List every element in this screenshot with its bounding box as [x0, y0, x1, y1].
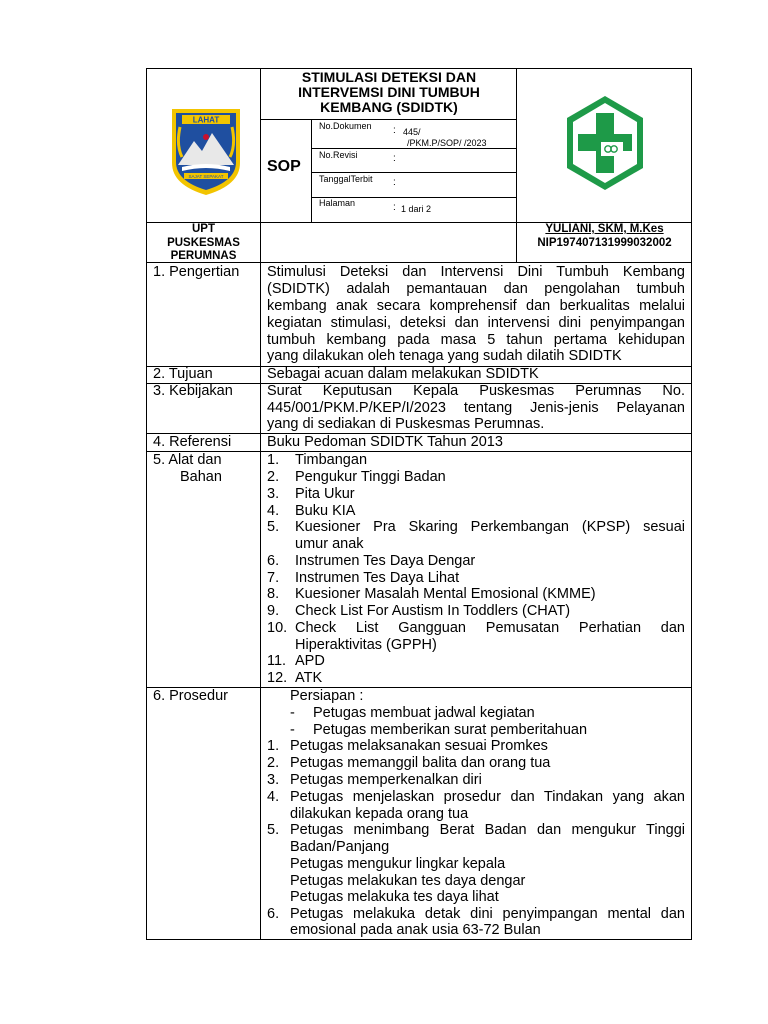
prep-item-2: Petugas memberikan surat pemberitahuan [313, 722, 588, 738]
step-text: Petugas menimbang Berat Badan dan mengukur Tinggi [290, 822, 685, 838]
pengertian-line-5: tumbuh kembang pada masa 5 tahun pertama kehidupan [267, 332, 685, 348]
puskesmas-cross-icon [563, 94, 647, 192]
step-num: 4. [267, 789, 280, 805]
unit-line-1: UPT [192, 223, 215, 235]
alat-item-text-cont: umur anak [295, 536, 364, 552]
alat-item-text: Instrumen Tes Daya Dengar [295, 553, 476, 569]
alat-item-text: Pita Ukur [295, 486, 355, 502]
alat-label-line-2: Bahan [180, 469, 222, 485]
step-num: 5. [267, 822, 280, 838]
step-text: Petugas melakuka detak dini penyimpangan mental dan [290, 906, 685, 922]
step-text-cont: Petugas melakukan tes daya dengar [290, 873, 526, 889]
lahat-emblem-icon [168, 105, 244, 197]
alat-item-text: Buku KIA [295, 503, 356, 519]
prosedur-label: 6. Prosedur [153, 688, 228, 704]
alat-item-num: 2. [267, 469, 280, 485]
field-label-tanggal-terbit: TanggalTerbit [319, 174, 373, 184]
field-label-no-dokumen: No.Dokumen [319, 121, 372, 131]
svg-text:LAHAT: LAHAT [192, 115, 220, 125]
alat-item-text: Check List For Austism In Toddlers (CHAT) [295, 603, 571, 619]
kebijakan-label: 3. Kebijakan [153, 383, 233, 399]
pengertian-line-4: kegiatan stimulasi, deteksi dan intervensi dini penyimpangan [267, 315, 685, 331]
step-num: 3. [267, 772, 280, 788]
signer-name: YULIANI, SKM, M.Kes [545, 223, 664, 235]
title-bottom-line [260, 119, 517, 120]
alat-item-num: 3. [267, 486, 280, 502]
field-line-1 [311, 148, 517, 149]
alat-item-num: 1. [267, 452, 280, 468]
prep-dash-1: - [290, 705, 295, 721]
field-value-no-dokumen-2: /PKM.P/SOP/ /2023 [407, 138, 487, 148]
unit-line-3: PERUMNAS [170, 250, 237, 262]
step-text-cont: dilakukan kepada orang tua [290, 806, 469, 822]
prosedur-prep-title: Persiapan : [290, 688, 364, 704]
step-text: Petugas menjelaskan prosedur dan Tindakan yang akan [290, 789, 685, 805]
lahat-emblem [168, 105, 244, 197]
alat-item-text: ATK [295, 670, 323, 686]
field-colon-no-revisi: : [393, 153, 396, 164]
field-colon-tanggal-terbit: : [393, 177, 396, 188]
pengertian-line-3: kembang anak secara komprehensif dan berkualitas melalui [267, 298, 685, 314]
pengertian-line-6: yang dilakukan oleh tenaga yang sudah dilatih SDIDTK [267, 348, 622, 364]
alat-item-num: 12. [267, 670, 288, 686]
tujuan-label: 2. Tujuan [153, 366, 213, 382]
field-label-no-revisi: No.Revisi [319, 150, 358, 160]
kebijakan-line-1: Surat Keputusan Kepala Puskesmas Perumnas No. [267, 383, 685, 399]
title-line-2: INTERVEMSI DINI TUMBUH [298, 84, 480, 100]
alat-item-text: Check List Gangguan Pemusatan Perhatian dan [295, 620, 685, 636]
alat-item-text: Kuesioner Pra Skaring Perkembangan (KPSP) sesuai [295, 519, 685, 535]
referensi-text: Buku Pedoman SDIDTK Tahun 2013 [267, 434, 503, 450]
alat-item-num: 8. [267, 586, 280, 602]
document-title [262, 70, 516, 115]
step-text: Petugas melaksanakan sesuai Promkes [290, 738, 548, 754]
svg-text:SAJAT SEPAKAT: SAJAT SEPAKAT [188, 174, 224, 179]
header-divider-left [260, 68, 261, 940]
alat-item-text: Pengukur Tinggi Badan [295, 469, 446, 485]
step-num: 2. [267, 755, 280, 771]
prep-dash-2: - [290, 722, 295, 738]
field-colon-no-dokumen: : [393, 125, 396, 136]
alat-item-text: APD [295, 653, 325, 669]
referensi-label: 4. Referensi [153, 434, 232, 450]
title-line-3: KEMBANG (SDIDTK) [320, 99, 458, 115]
puskesmas-logo [563, 94, 647, 192]
step-text: Petugas memanggil balita dan orang tua [290, 755, 551, 771]
kebijakan-line-2: 445/001/PKM.P/KEP/I/2023 tentang Jenis-jenis Pelayanan [267, 400, 685, 416]
alat-label-line-1: 5. Alat dan [153, 452, 222, 468]
table-border-left [146, 68, 147, 940]
table-border-bottom [146, 939, 692, 940]
alat-item-num: 7. [267, 570, 280, 586]
alat-item-text: Instrumen Tes Daya Lihat [295, 570, 460, 586]
header-divider-right [516, 68, 517, 262]
step-num: 6. [267, 906, 280, 922]
field-colon-halaman: : [393, 202, 396, 213]
pengertian-line-1: Stimulusi Deteksi dan Intervensi Dini Tumbuh Kembang [267, 264, 685, 280]
signer-nip: NIP197407131999032002 [537, 236, 672, 249]
prep-item-1: Petugas membuat jadwal kegiatan [313, 705, 535, 721]
alat-item-text: Timbangan [295, 452, 368, 468]
alat-item-num: 11. [267, 653, 287, 669]
unit-line-2: PUSKESMAS [167, 236, 240, 249]
field-value-halaman: 1 dari 2 [401, 204, 432, 214]
unit-name [148, 223, 259, 264]
signer-block [518, 223, 691, 250]
step-text-cont: Petugas melakuka tes daya lihat [290, 889, 499, 905]
step-num: 1. [267, 738, 280, 754]
step-text: Petugas memperkenalkan diri [290, 772, 482, 788]
alat-item-text: Kuesioner Masalah Mental Emosional (KMME) [295, 586, 596, 602]
step-text-cont: emosional pada anak usia 63-72 Bulan [290, 922, 541, 938]
alat-item-num: 5. [267, 519, 280, 535]
alat-item-num: 4. [267, 503, 280, 519]
alat-item-num: 10. [267, 620, 288, 636]
kebijakan-line-3: yang di sediakan di Puskesmas Perumnas. [267, 416, 545, 432]
alat-item-num: 9. [267, 603, 280, 619]
alat-item-num: 6. [267, 553, 280, 569]
step-text-cont: Petugas mengukur lingkar kepala [290, 856, 506, 872]
sop-label: SOP [267, 158, 301, 175]
field-value-no-dokumen-1: 445/ [403, 127, 421, 137]
title-line-1: STIMULASI DETEKSI DAN [301, 69, 477, 85]
tujuan-text: Sebagai acuan dalam melakukan SDIDTK [267, 366, 539, 382]
field-label-halaman: Halaman [319, 198, 356, 208]
step-text-cont: Badan/Panjang [290, 839, 390, 855]
field-line-2 [311, 172, 517, 173]
section-line-5 [146, 451, 692, 452]
sop-divider [311, 119, 312, 222]
table-border-right [691, 68, 692, 940]
pengertian-label: 1. Pengertian [153, 264, 240, 280]
alat-item-text-cont: Hiperaktivitas (GPPH) [295, 637, 437, 653]
pengertian-line-2: (SDIDTK) adalah pemantauan dan pengolahan tumbuh [267, 281, 685, 297]
